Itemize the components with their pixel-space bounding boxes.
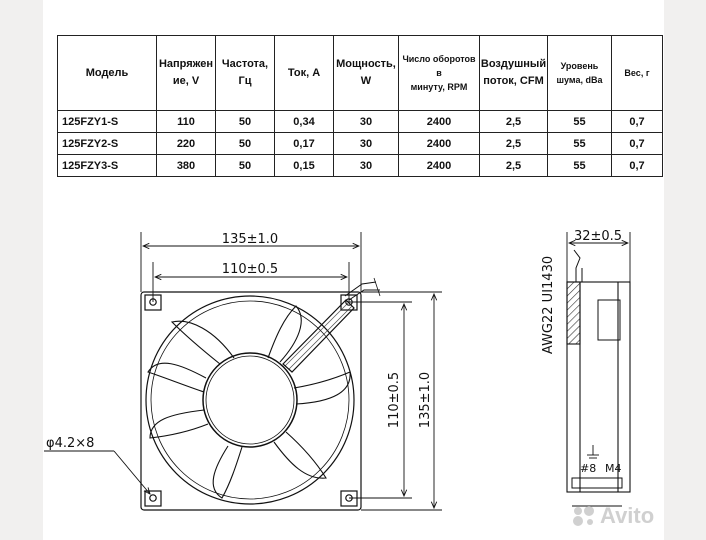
header-voltage: Напряжен ие, V xyxy=(157,36,216,111)
header-airflow: Воздушный поток, CFM xyxy=(480,36,548,111)
cell-power: 30 xyxy=(334,111,399,133)
cell-weight: 0,7 xyxy=(612,133,663,155)
wire-spec-label: AWG22 UI1430 xyxy=(541,255,556,355)
cell-frequency: 50 xyxy=(216,133,275,155)
cell-power: 30 xyxy=(334,155,399,177)
cell-airflow: 2,5 xyxy=(480,111,548,133)
cell-airflow: 2,5 xyxy=(480,133,548,155)
header-frequency: Частота, Гц xyxy=(216,36,275,111)
cell-frequency: 50 xyxy=(216,155,275,177)
dim-depth-label: 32±0.5 xyxy=(573,229,623,244)
cell-model: 125FZY2-S xyxy=(58,133,157,155)
cell-voltage: 380 xyxy=(157,155,216,177)
header-weight: Вес, г xyxy=(612,36,663,111)
avito-logo-icon xyxy=(572,505,598,527)
dim-135-v-label: 135±1.0 xyxy=(418,371,433,429)
dim-hole-label: φ4.2×8 xyxy=(46,436,95,451)
header-power: Мощность, W xyxy=(334,36,399,111)
cell-noise: 55 xyxy=(548,111,612,133)
cell-current: 0,17 xyxy=(275,133,334,155)
header-model: Модель xyxy=(58,36,157,111)
avito-watermark: Avito xyxy=(600,503,655,528)
cell-rpm: 2400 xyxy=(399,155,480,177)
dim-110-v-label: 110±0.5 xyxy=(387,371,402,429)
cell-model: 125FZY3-S xyxy=(58,155,157,177)
cell-weight: 0,7 xyxy=(612,155,663,177)
cell-noise: 55 xyxy=(548,133,612,155)
cell-model: 125FZY1-S xyxy=(58,111,157,133)
cell-noise: 55 xyxy=(548,155,612,177)
cell-weight: 0,7 xyxy=(612,111,663,133)
cell-rpm: 2400 xyxy=(399,133,480,155)
header-noise: Уровень шума, dBa xyxy=(548,36,612,111)
header-rpm: Число оборотов в минуту, RPM xyxy=(399,36,480,111)
cell-frequency: 50 xyxy=(216,111,275,133)
cell-voltage: 220 xyxy=(157,133,216,155)
cell-current: 0,15 xyxy=(275,155,334,177)
hole-leader xyxy=(44,451,150,494)
dim-135-h-label: 135±1.0 xyxy=(221,232,279,247)
cell-rpm: 2400 xyxy=(399,111,480,133)
cell-current: 0,34 xyxy=(275,111,334,133)
header-current: Ток, А xyxy=(275,36,334,111)
cell-airflow: 2,5 xyxy=(480,155,548,177)
dim-110-h-label: 110±0.5 xyxy=(221,262,279,277)
cell-voltage: 110 xyxy=(157,111,216,133)
fan-hub xyxy=(203,353,297,447)
screw-size-label: M4 xyxy=(605,462,622,475)
screw-number-label: #8 xyxy=(580,462,597,475)
cell-power: 30 xyxy=(334,133,399,155)
